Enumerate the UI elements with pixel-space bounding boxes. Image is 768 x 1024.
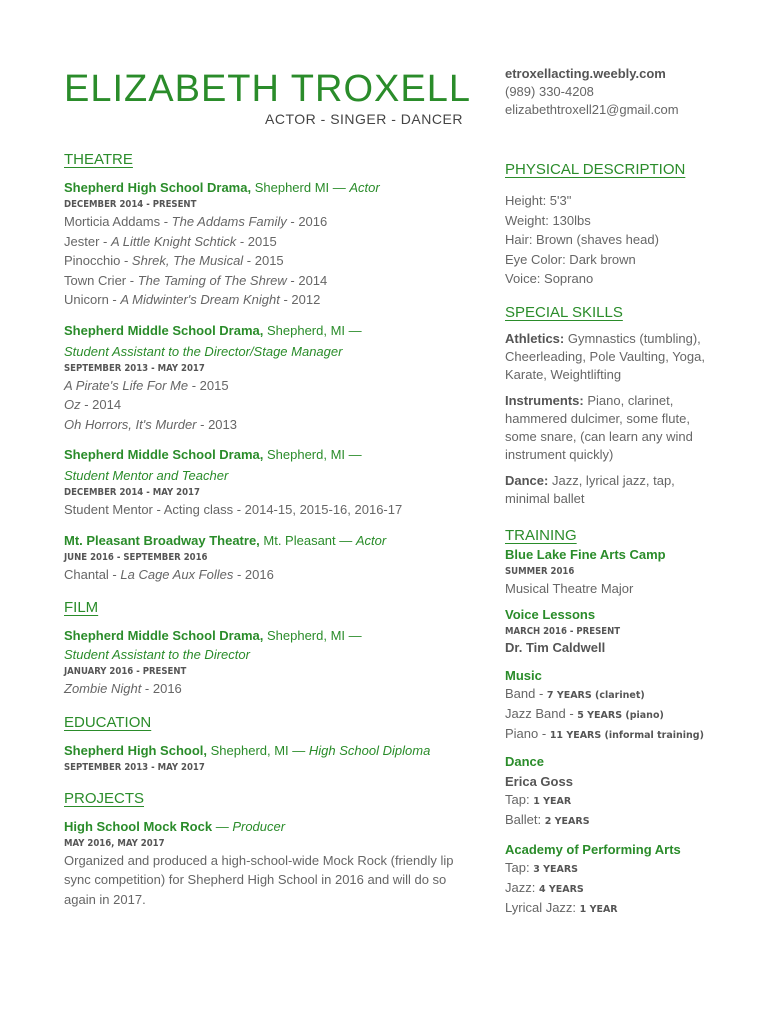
entry-role: Producer	[232, 818, 286, 834]
entry-place: —	[212, 818, 233, 834]
skill-athletics: Athletics: Gymnastics (tumbling), Cheerleading, Pole Vaulting, Yoga, Karate, Weightlifting	[505, 330, 705, 382]
entry-role: High School Diploma	[308, 742, 431, 758]
page-title: ELIZABETH TROXELL	[64, 68, 471, 110]
entry-org: Shepherd Middle School Drama,	[64, 322, 264, 338]
list-item: Tap: 3 YEARS	[505, 860, 578, 875]
entry-heading	[64, 627, 464, 645]
list-item: Lyrical Jazz: 1 YEAR	[505, 900, 618, 915]
list-item: Ballet: 2 YEARS	[505, 812, 590, 827]
entry-place: Mt. Pleasant —	[259, 532, 356, 548]
left-column	[64, 150, 464, 921]
section-title-film: FILM	[64, 599, 99, 616]
entry-role: Student Assistant to the Director	[64, 647, 250, 662]
voice-dates: MARCH 2016 - PRESENT	[505, 626, 621, 637]
entry-dates: SEPTEMBER 2013 - MAY 2017	[64, 761, 205, 773]
theatre-entry	[64, 179, 464, 310]
theatre-entry	[64, 532, 464, 585]
list-item: Band - 7 YEARS (clarinet)	[505, 686, 645, 701]
film-entry	[64, 627, 464, 699]
list-item: Oz - 2014	[64, 397, 122, 412]
project-entry	[64, 818, 464, 910]
entry-dates: JANUARY 2016 - PRESENT	[64, 666, 187, 677]
entry-heading	[64, 532, 464, 550]
skill-instruments: Instruments: Piano, clarinet, hammered dulcimer, some flute, some snare, (can learn any wind instrument quickly)	[505, 392, 693, 462]
entry-dates: JUNE 2016 - SEPTEMBER 2016	[64, 551, 208, 563]
entry-org: Shepherd High School,	[64, 742, 208, 758]
entry-heading	[64, 179, 464, 197]
list-item: Unicorn - A Midwinter's Dream Knight - 2012	[64, 292, 321, 307]
list-item: Pinocchio - Shrek, The Musical - 2015	[64, 253, 284, 268]
section-title-training: TRAINING	[505, 526, 577, 544]
education-entry	[64, 742, 464, 775]
entry-dates: DECEMBER 2014 - PRESENT	[64, 199, 197, 210]
section-title-theatre: THEATRE	[64, 151, 133, 168]
section-title-physical: PHYSICAL DESCRIPTION	[505, 161, 686, 178]
phone-number: (989) 330-4208	[505, 84, 594, 99]
entry-heading	[64, 818, 464, 836]
training-voice	[505, 606, 720, 657]
tagline: ACTOR - SINGER - DANCER	[265, 111, 463, 127]
list-item: Chantal - La Cage Aux Folles - 2016	[64, 566, 274, 582]
entry-org: Shepherd Middle School Drama,	[64, 628, 264, 643]
list-item: Town Crier - The Taming of The Shrew - 2014	[64, 272, 328, 288]
entry-org: Mt. Pleasant Broadway Theatre,	[64, 532, 260, 548]
training-camp	[505, 546, 720, 599]
entry-place: Shepherd, MI —	[263, 628, 362, 643]
entry-org: High School Mock Rock	[64, 818, 213, 834]
eye-color-value: Eye Color: Dark brown	[505, 251, 636, 267]
website-link[interactable]: etroxellacting.weebly.com	[505, 66, 666, 81]
list-item: Morticia Addams - The Addams Family - 2016	[64, 214, 328, 229]
entry-dates: MAY 2016, MAY 2017	[64, 837, 165, 849]
list-item: Student Mentor - Acting class - 2014-15, 2015-16, 2016-17	[64, 502, 403, 517]
camp-dates: SUMMER 2016	[505, 565, 575, 577]
right-column	[505, 160, 720, 931]
training-academy	[505, 841, 720, 919]
dance-title: Dance	[505, 754, 545, 769]
theatre-entry	[64, 322, 464, 435]
list-item: Zombie Night - 2016	[64, 681, 182, 696]
physical-description	[505, 191, 720, 289]
entry-role: Student Assistant to the Director/Stage Manager	[64, 343, 343, 359]
voice-value: Voice: Soprano	[505, 271, 594, 286]
entry-org: Shepherd Middle School Drama,	[64, 447, 264, 462]
entry-role: Actor	[355, 532, 387, 548]
skill-dance: Dance: Jazz, lyrical jazz, tap, minimal ballet	[505, 472, 675, 506]
training-music	[505, 667, 720, 745]
weight-value: Weight: 130lbs	[505, 212, 591, 228]
camp-major: Musical Theatre Major	[505, 580, 634, 596]
entry-place: Shepherd MI —	[251, 180, 350, 195]
entry-heading	[64, 742, 464, 760]
voice-teacher: Dr. Tim Caldwell	[505, 640, 606, 655]
entry-place: Shepherd, MI —	[207, 742, 309, 758]
hair-value: Hair: Brown (shaves head)	[505, 232, 659, 247]
contact-block	[505, 65, 679, 119]
camp-name: Blue Lake Fine Arts Camp	[505, 546, 666, 562]
list-item: Oh Horrors, It's Murder - 2013	[64, 416, 237, 432]
entry-dates: DECEMBER 2014 - MAY 2017	[64, 487, 200, 498]
entry-heading	[64, 322, 464, 340]
entry-heading	[64, 446, 464, 464]
dance-teacher: Erica Goss	[505, 774, 573, 789]
email-link[interactable]: elizabethtroxell21@gmail.com	[505, 102, 679, 117]
height-value: Height: 5'3"	[505, 193, 572, 208]
entry-place: Shepherd, MI —	[263, 322, 362, 338]
section-title-education: EDUCATION	[64, 713, 152, 731]
training-dance	[505, 753, 720, 831]
list-item: Jazz Band - 5 YEARS (piano)	[505, 706, 664, 721]
voice-lessons-title: Voice Lessons	[505, 607, 596, 622]
list-item: A Pirate's Life For Me - 2015	[64, 377, 229, 393]
list-item: Piano - 11 YEARS (informal training)	[505, 726, 704, 741]
list-item: Jester - A Little Knight Schtick - 2015	[64, 233, 277, 249]
theatre-entry	[64, 446, 464, 520]
entry-role: Student Mentor and Teacher	[64, 468, 229, 483]
list-item: Tap: 1 YEAR	[505, 792, 572, 807]
project-description: Organized and produced a high-school-wide Mock Rock (friendly lip sync competition) for Shepherd High School in 2016 and will do so again in 2017.	[64, 852, 454, 907]
entry-org: Shepherd High School Drama,	[64, 180, 252, 195]
entry-role: Actor	[349, 180, 380, 195]
entry-dates: SEPTEMBER 2013 - MAY 2017	[64, 362, 205, 374]
music-title: Music	[505, 668, 542, 683]
section-title-skills: SPECIAL SKILLS	[505, 303, 623, 321]
entry-place: Shepherd, MI —	[263, 447, 362, 462]
section-title-projects: PROJECTS	[64, 789, 145, 807]
list-item: Jazz: 4 YEARS	[505, 880, 584, 895]
academy-title: Academy of Performing Arts	[505, 842, 681, 857]
